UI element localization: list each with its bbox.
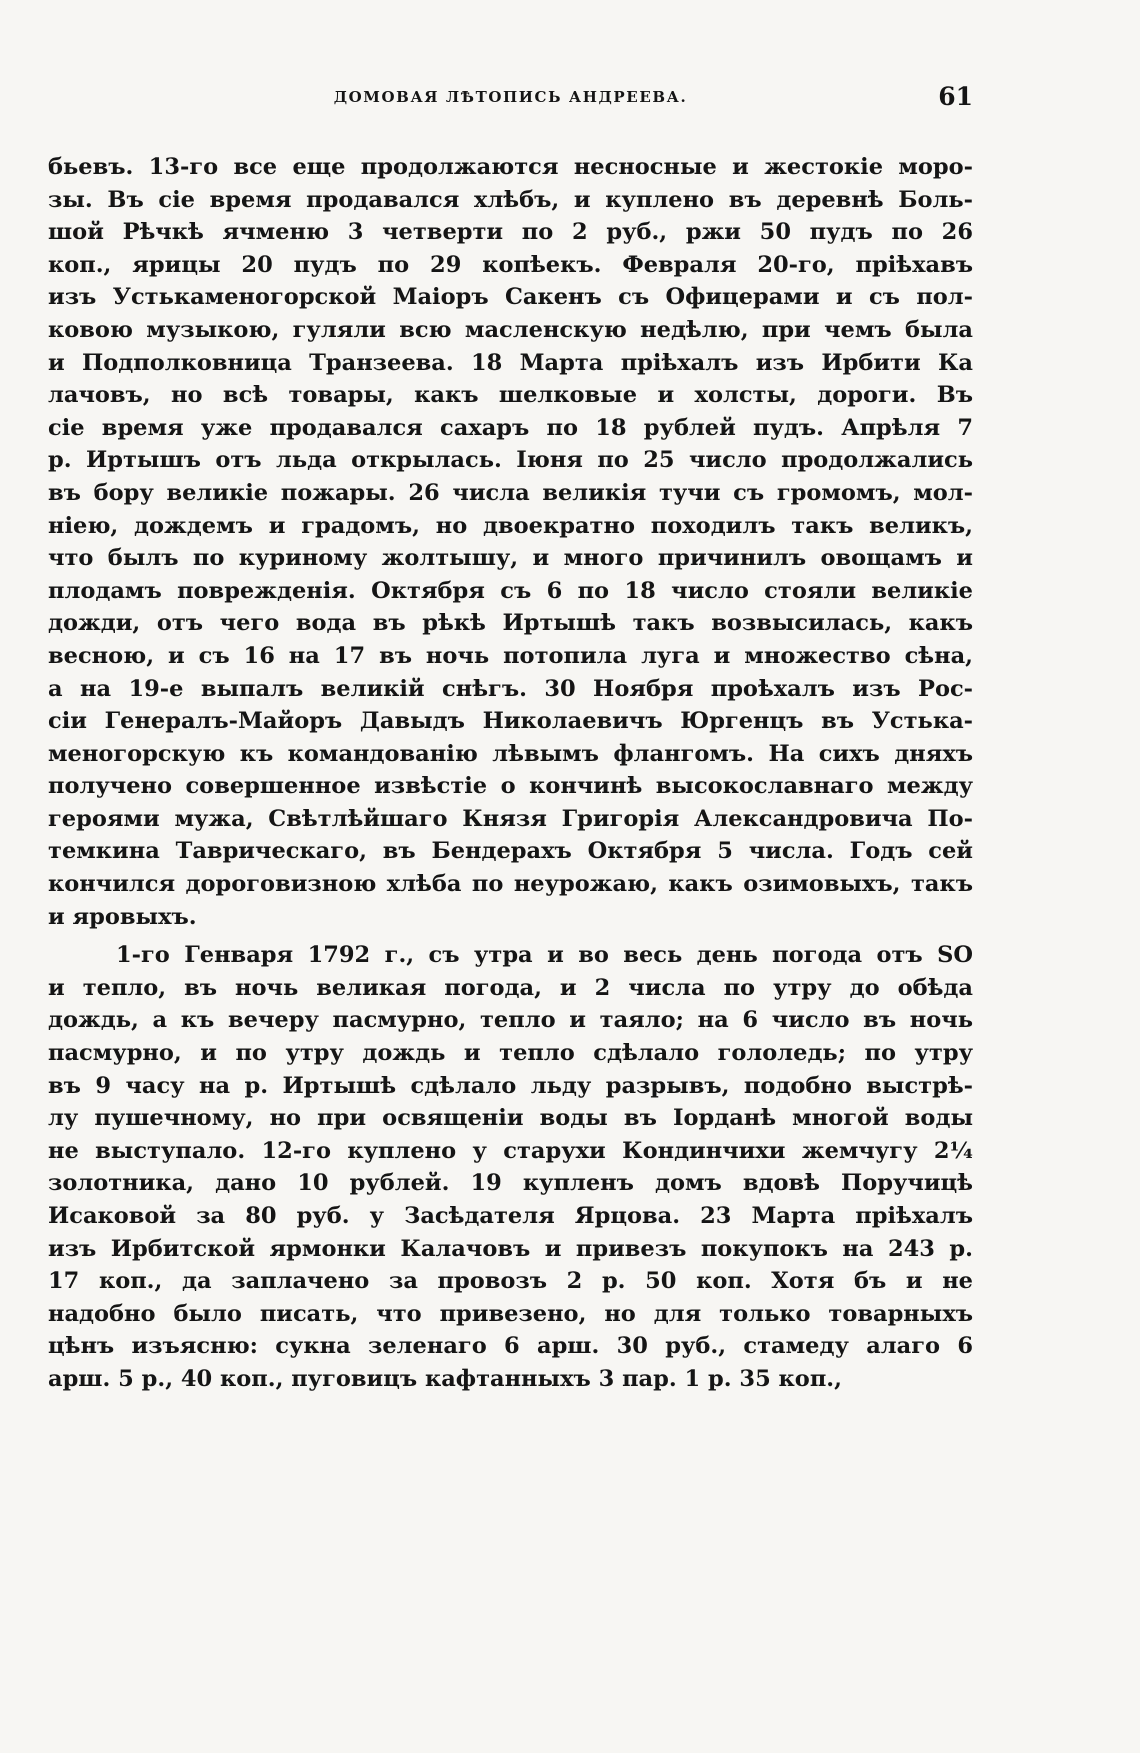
text-line: изъ Ирбитской ярмонки Калачовъ и привезъ покупокъ на 243 р. (48, 1235, 973, 1262)
text-line: шой Рѣчкѣ ячменю 3 четверти по 2 руб., ржи 50 пудъ по 26 (48, 219, 973, 246)
text-line: ніею, дождемъ и градомъ, но двоекратно походилъ такъ великъ, (48, 512, 973, 539)
text-line: лачовъ, но всѣ товары, какъ шелковые и холсты, дороги. Въ (48, 382, 973, 409)
text-line: пасмурно, и по утру дождь и тепло сдѣлало гололедь; по утру (48, 1040, 973, 1067)
page-header (48, 82, 973, 116)
text-line: цѣнъ изъясню: сукна зеленаго 6 арш. 30 руб., стамеду алаго 6 (48, 1333, 973, 1360)
text-line: а на 19-е выпалъ великій снѣгъ. 30 Ноября проѣхалъ изъ Рос- (48, 675, 973, 702)
running-title: ДОМОВАЯ ЛѢТОПИСЬ АНДРЕЕВА. (333, 88, 688, 106)
text-line: меногорскую къ командованію лѣвымъ флангомъ. На сихъ дняхъ (48, 740, 973, 767)
text-line: бьевъ. 13-го все еще продолжаются несносные и жестокіе моро- (48, 154, 973, 180)
text-line: Исаковой за 80 руб. у Засѣдателя Ярцова. 23 Марта пріѣхалъ (48, 1203, 973, 1229)
text-line: и яровыхъ. (48, 903, 197, 930)
text-line: не выступало. 12-го куплено у старухи Кондинчихи жемчугу 2¼ (48, 1137, 973, 1164)
text-line: изъ Устькаменогорской Маіоръ Сакенъ съ Офицерами и съ пол- (48, 284, 973, 311)
text-line: въ бору великіе пожары. 26 числа великія тучи съ громомъ, мол- (48, 479, 973, 506)
text-line: золотника, дано 10 рублей. 19 купленъ домъ вдовѣ Поручицѣ (48, 1170, 973, 1197)
text-line: темкина Таврическаго, въ Бендерахъ Октября 5 числа. Годъ сей (48, 838, 973, 865)
text-line: коп., ярицы 20 пудъ по 29 копѣекъ. Февраля 20-го, пріѣхавъ (48, 251, 973, 278)
text-line: надобно было писать, что привезено, но для только товарныхъ (48, 1300, 973, 1327)
text-line: въ 9 часу на р. Иртышѣ сдѣлало льду разрывъ, подобно выстрѣ- (48, 1072, 973, 1099)
text-line: кончился дороговизною хлѣба по неурожаю, какъ озимовыхъ, такъ (48, 871, 973, 898)
text-line: что былъ по куриному жолтышу, и много причинилъ овощамъ и (48, 545, 973, 572)
text-line: 1-го Генваря 1792 г., съ утра и во весь день погода отъ SO (116, 942, 973, 969)
text-line: р. Иртышъ отъ льда открылась. Іюня по 25 число продолжались (48, 447, 973, 474)
text-line: плодамъ поврежденія. Октября съ 6 по 18 число стояли великіе (48, 577, 973, 604)
text-line: лу пушечному, но при освященіи воды въ Іорданѣ многой воды (48, 1105, 973, 1132)
text-line: ковою музыкою, гуляли всю масленскую недѣлю, при чемъ была (48, 316, 973, 343)
text-line: сіи Генералъ-Майоръ Давыдъ Николаевичъ Юргенцъ въ Устька- (48, 708, 973, 735)
text-line: героями мужа, Свѣтлѣйшаго Князя Григорія Александровича По- (48, 805, 973, 832)
text-line: дождь, а къ вечеру пасмурно, тепло и таяло; на 6 число въ ночь (48, 1007, 973, 1034)
text-line: получено совершенное извѣстіе о кончинѣ высокославнаго между (48, 773, 973, 800)
text-line: сіе время уже продавался сахаръ по 18 рублей пудъ. Апрѣля 7 (48, 414, 973, 441)
text-line: арш. 5 р., 40 коп., пуговицъ кафтанныхъ 3 пар. 1 р. 35 коп., (48, 1365, 842, 1392)
text-line: и Подполковница Транзеева. 18 Марта пріѣхалъ изъ Ирбити Ка (48, 349, 973, 376)
text-line: и тепло, въ ночь великая погода, и 2 числа по утру до обѣда (48, 974, 973, 1001)
text-line: весною, и съ 16 на 17 въ ночь потопила луга и множество сѣна, (48, 642, 973, 669)
text-line: зы. Въ сіе время продавался хлѣбъ, и куплено въ деревнѣ Боль- (48, 186, 973, 213)
text-line: дожди, отъ чего вода въ рѣкѣ Иртышѣ такъ возвысилась, какъ (48, 610, 973, 637)
paragraph (48, 151, 973, 933)
body-text (48, 151, 973, 1396)
page-number: 61 (938, 82, 973, 111)
text-line: 17 коп., да заплачено за провозъ 2 р. 50 коп. Хотя бъ и не (48, 1268, 973, 1295)
paragraph (48, 939, 973, 1395)
